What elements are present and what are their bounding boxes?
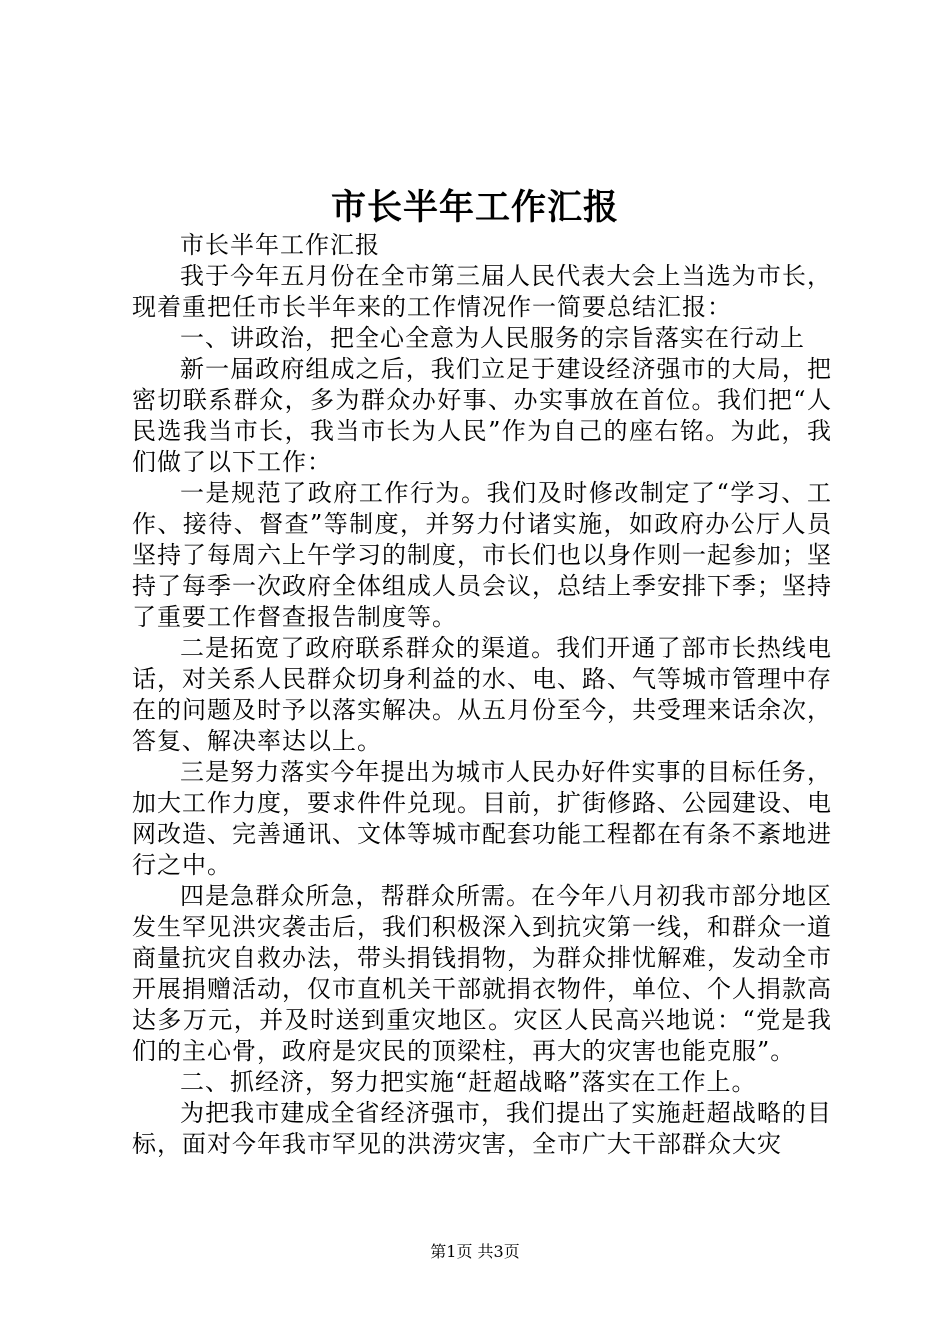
document-title: 市长半年工作汇报 — [330, 187, 619, 228]
section-heading-1: 一、讲政治，把全心全意为人民服务的宗旨落实在行动上 — [180, 324, 805, 352]
paragraph: 四是急群众所急，帮群众所需。在今年八月初我市部分地区发生罕见洪灾袭击后，我们积极深入到抗灾第一线，和群众一道商量抗灾自救办法，带头捐钱捐物，为群众排忧解难，发动全市开展捐赠活动，仅市直机关干部就捐衣物件，单位、个人捐款高达多万元，并及时送到重灾地区。灾区人民高兴地说：“党是我们的主心骨，政府是灾民的顶梁柱，再大的灾害也能克服”。 — [132, 882, 832, 1065]
paragraph: 三是努力落实今年提出为城市人民办好件实事的目标任务，加大工作力度，要求件件兑现。目前，扩街修路、公园建设、电网改造、完善通讯、文体等城市配套功能工程都在有条不紊地进行之中。 — [132, 758, 832, 879]
paragraph-subtitle: 市长半年工作汇报 — [180, 231, 380, 259]
paragraph: 新一届政府组成之后，我们立足于建设经济强市的大局，把密切联系群众，多为群众办好事、办实事放在首位。我们把“人民选我当市长，我当市长为人民”作为自己的座右铭。为此，我们做了以下工作： — [132, 355, 832, 476]
paragraph: 二是拓宽了政府联系群众的渠道。我们开通了部市长热线电话，对关系人民群众切身利益的水、电、路、气等城市管理中存在的问题及时予以落实解决。从五月份至今，共受理来话余次，答复、解决率达以上。 — [132, 634, 832, 755]
paragraph-intro: 我于今年五月份在全市第三届人民代表大会上当选为市长，现着重把任市长半年来的工作情况作一简要总结汇报： — [132, 262, 832, 321]
paragraph: 为把我市建成全省经济强市，我们提出了实施赶超战略的目标，面对今年我市罕见的洪涝灾害，全市广大干部群众大灾 — [132, 1099, 832, 1158]
document-body — [132, 230, 832, 1160]
page-footer: 第1页 共3页 — [430, 1242, 520, 1261]
paragraph: 一是规范了政府工作行为。我们及时修改制定了“学习、工作、接待、督查”等制度，并努力付诸实施，如政府办公厅人员坚持了每周六上午学习的制度，市长们也以身作则一起参加；坚持了每季一次政府全体组成人员会议，总结上季安排下季；坚持了重要工作督查报告制度等。 — [132, 479, 832, 631]
section-heading-2: 二、抓经济，努力把实施“赶超战略”落实在工作上。 — [180, 1068, 757, 1096]
